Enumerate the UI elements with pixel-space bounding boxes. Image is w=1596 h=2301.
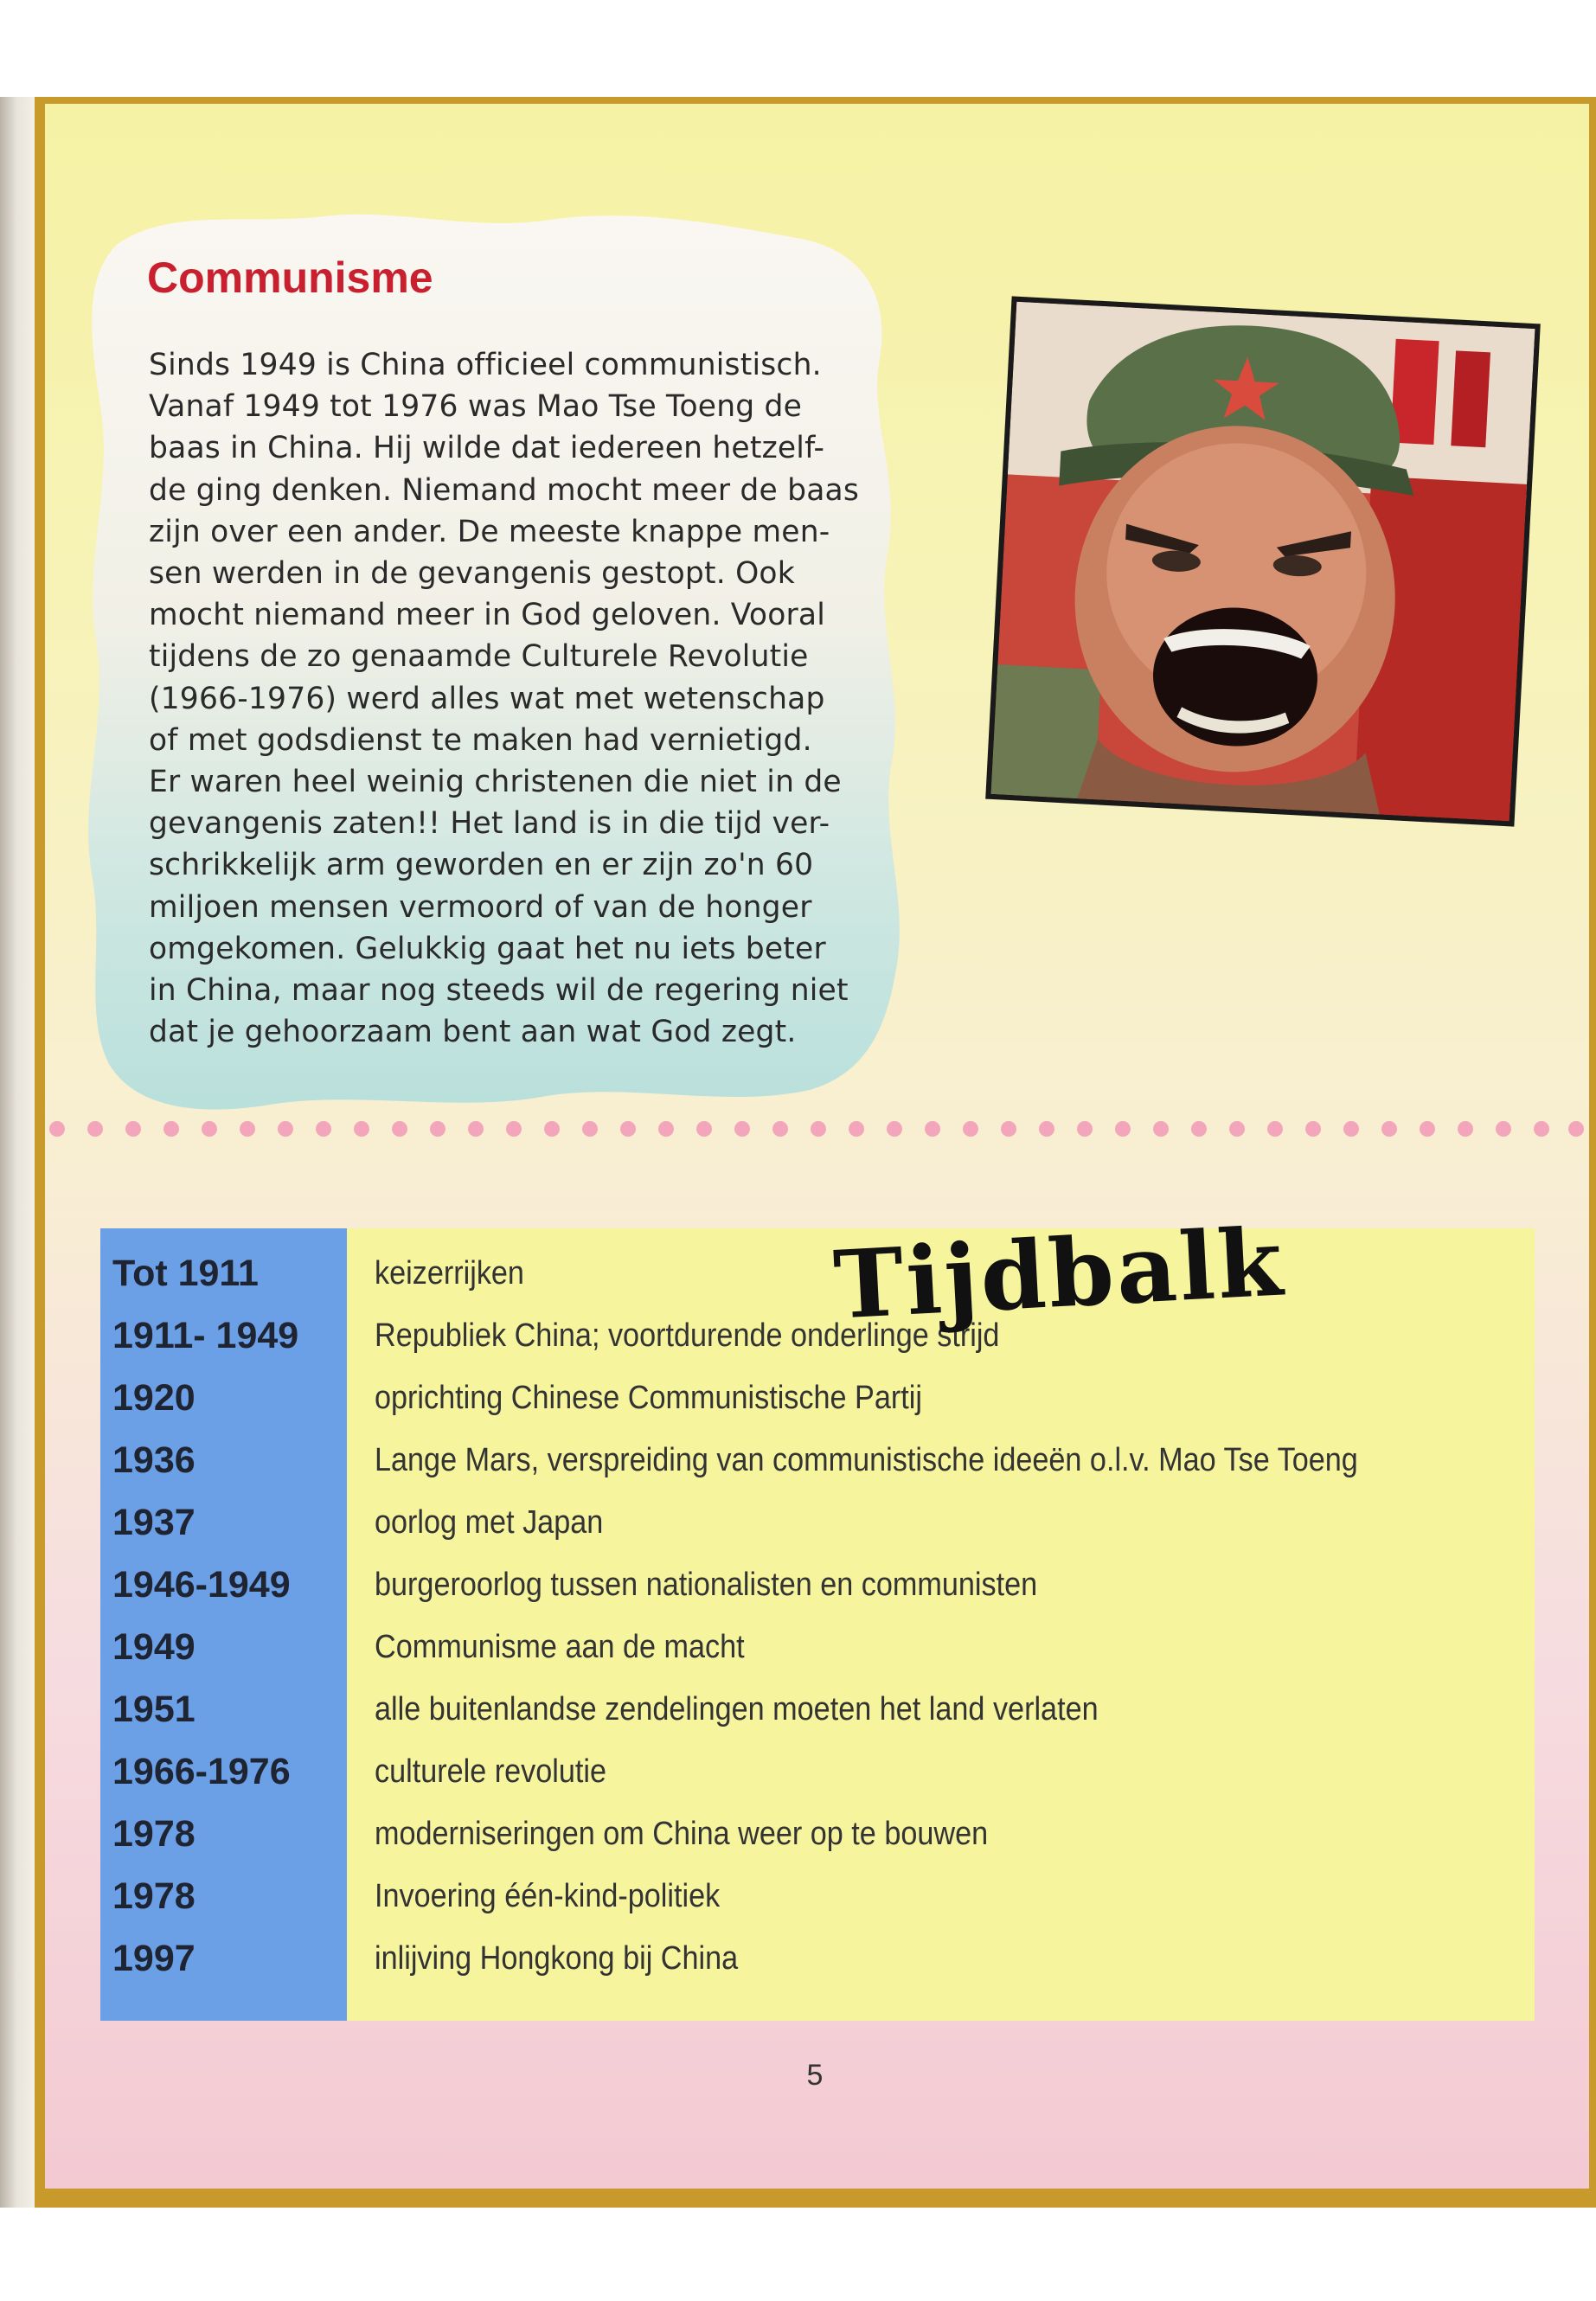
timeline-year: 1978	[112, 1875, 195, 1917]
timeline-year: 1951	[112, 1689, 195, 1730]
timeline-row	[100, 1502, 1535, 1564]
timeline-event: keizerrijken	[375, 1255, 524, 1292]
timeline-table	[100, 1228, 1535, 2021]
timeline-year: 1966-1976	[112, 1751, 291, 1792]
timeline-row	[100, 1938, 1535, 2000]
timeline-row	[100, 1813, 1535, 1875]
timeline-row	[100, 1377, 1535, 1439]
book-spine-edge	[0, 97, 36, 2208]
section-title: Communisme	[147, 253, 433, 302]
timeline-year: 1946-1949	[112, 1564, 291, 1606]
timeline-row	[100, 1751, 1535, 1813]
timeline-title: Tijdbalk	[831, 1208, 1288, 1341]
timeline-year: 1978	[112, 1813, 195, 1855]
timeline-event: Lange Mars, verspreiding van communistische ideeën o.l.v. Mao Tse Toeng	[375, 1442, 1358, 1478]
timeline-row	[100, 1689, 1535, 1751]
soldier-photo	[985, 296, 1541, 826]
page-number: 5	[806, 2059, 824, 2092]
timeline-year: Tot 1911	[112, 1253, 259, 1294]
timeline-event: burgeroorlog tussen nationalisten en communisten	[375, 1567, 1038, 1603]
book-page	[45, 104, 1589, 2197]
section-body-text: Sinds 1949 is China officieel communistisch. Vanaf 1949 tot 1976 was Mao Tse Toeng de baas in China. Hij wilde dat iedereen hetzelf- de ging denken. Niemand mocht meer de baas zijn over een ander. De meeste knappe men- sen werden in de gevangenis gestopt. Ook mocht niemand meer in God geloven. Vooral tijdens de zo genaamde Culturele Revolutie (1966-1976) werd alles wat met wetenschap of met godsdienst te maken had vernietigd. Er waren heel weinig christenen die niet in de gevangenis zaten!! Het land is in die tijd ver- schrikkelijk arm geworden en er zijn zo'n 60 miljoen mensen vermoord of van de honger omgekomen. Gelukkig gaat het nu iets beter in China, maar nog steeds wil de regering niet dat je gehoorzaam bent aan wat God zegt.	[149, 348, 860, 1050]
timeline-event: moderniseringen om China weer op te bouwen	[375, 1816, 989, 1852]
timeline-year: 1936	[112, 1439, 195, 1481]
timeline-row	[100, 1875, 1535, 1938]
timeline-year: 1997	[112, 1938, 195, 1979]
soldier-photo-image	[990, 302, 1535, 822]
timeline-event: inlijving Hongkong bij China	[375, 1940, 739, 1977]
timeline-year: 1949	[112, 1626, 195, 1668]
timeline-event: alle buitenlandse zendelingen moeten het land verlaten	[375, 1691, 1099, 1727]
timeline-event: Communisme aan de macht	[375, 1629, 745, 1665]
timeline-year: 1937	[112, 1502, 195, 1543]
timeline-row	[100, 1564, 1535, 1626]
timeline-event: culturele revolutie	[375, 1753, 607, 1790]
timeline-row	[100, 1439, 1535, 1502]
timeline-event: Republiek China; voortdurende onderlinge strijd	[375, 1317, 1000, 1354]
dotted-divider	[45, 1116, 1589, 1142]
timeline-row	[100, 1315, 1535, 1377]
timeline-event: Invoering één-kind-politiek	[375, 1878, 721, 1914]
timeline-row	[100, 1626, 1535, 1689]
timeline-event: oprichting Chinese Communistische Partij	[375, 1380, 922, 1416]
timeline-year: 1920	[112, 1377, 195, 1419]
timeline-row	[100, 1253, 1535, 1315]
timeline-rows	[100, 1253, 1535, 2000]
timeline-event: oorlog met Japan	[375, 1504, 604, 1541]
timeline-year: 1911- 1949	[112, 1315, 299, 1356]
